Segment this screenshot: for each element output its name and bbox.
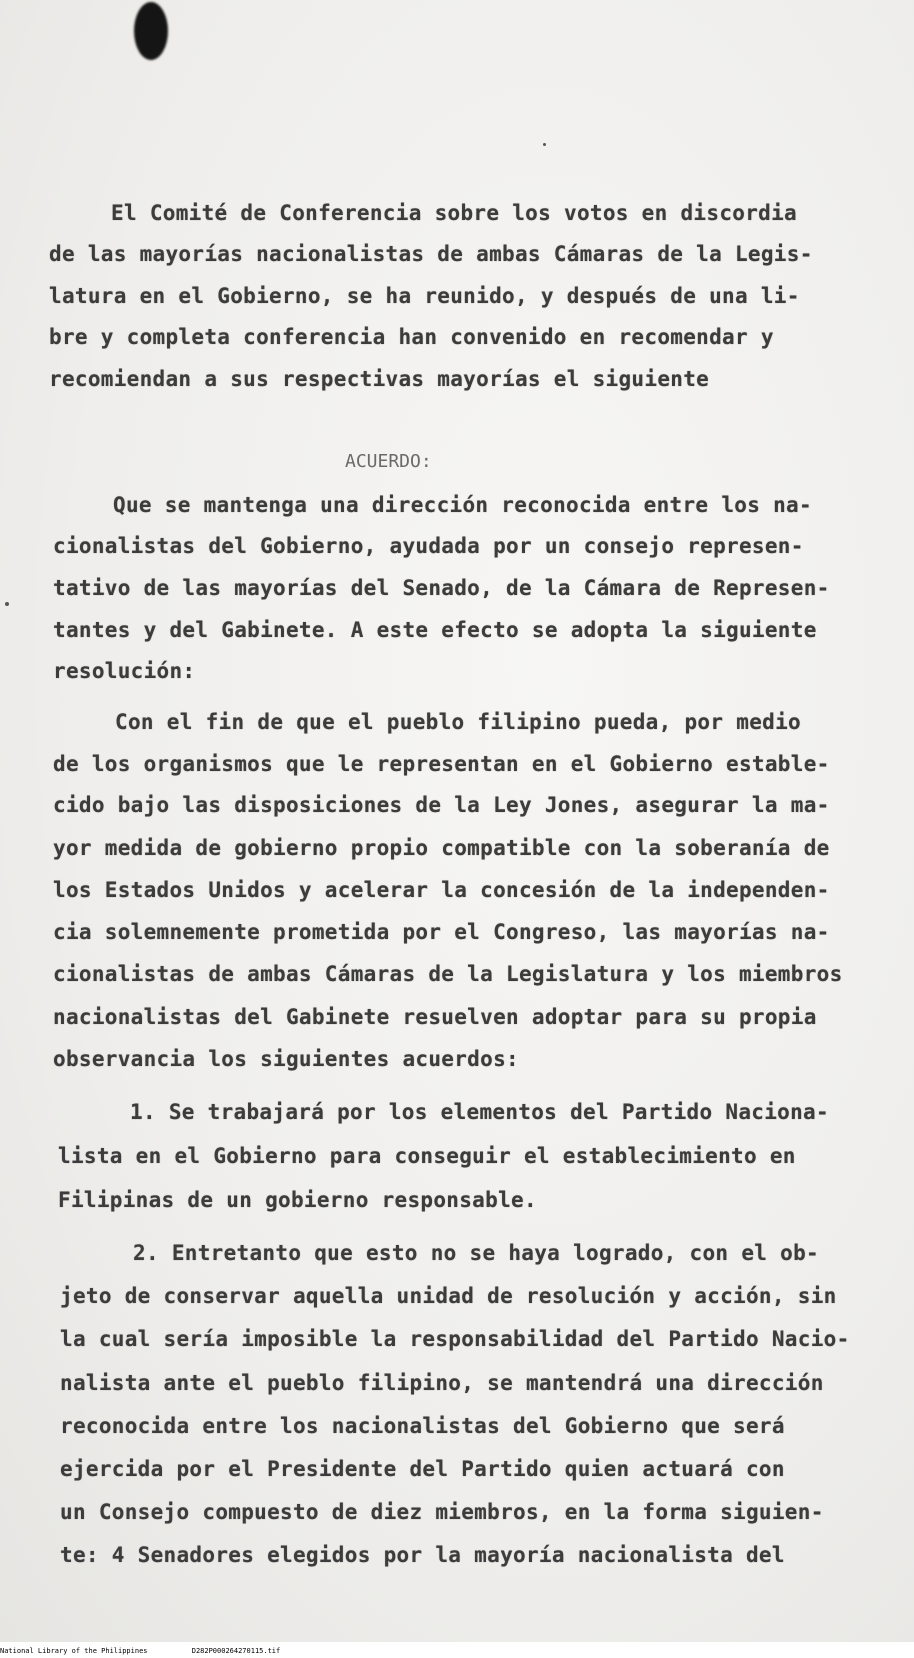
dust-speck (5, 602, 9, 606)
text-line: observancia los siguientes acuerdos: (53, 1047, 519, 1071)
text-line: un Consejo compuesto de diez miembros, en la forma siguien- (60, 1500, 824, 1524)
scan-footer (0, 1645, 914, 1658)
text-line: cia solemnemente prometida por el Congreso, las mayorías na- (53, 920, 830, 944)
text-line: ejercida por el Presidente del Partido quien actuará con (60, 1457, 785, 1481)
text-line: El Comité de Conferencia sobre los votos en discordia (111, 201, 797, 225)
text-line: lista en el Gobierno para conseguir el establecimiento en (58, 1144, 796, 1168)
text-line: 2. Entretanto que esto no se haya logrado, con el ob- (133, 1241, 819, 1265)
text-line: tativo de las mayorías del Senado, de la Cámara de Represen- (53, 576, 830, 600)
text-line: Con el fin de que el pueblo filipino pueda, por medio (115, 710, 801, 734)
text-line: de los organismos que le representan en el Gobierno estable- (53, 752, 830, 776)
text-line: cionalistas del Gobierno, ayudada por un consejo represen- (53, 534, 804, 558)
footer-filename: D282P000264270115.tif (191, 1647, 281, 1655)
text-line: te: 4 Senadores elegidos por la mayoría nacionalista del (60, 1543, 785, 1567)
text-line: resolución: (53, 659, 196, 683)
text-line: la cual sería imposible la responsabilidad del Partido Nacio- (60, 1327, 850, 1351)
text-line: nacionalistas del Gabinete resuelven adoptar para su propia (53, 1005, 817, 1029)
text-line: reconocida entre los nacionalistas del Gobierno que será (60, 1414, 785, 1438)
text-line: Filipinas de un gobierno responsable. (58, 1188, 537, 1212)
section-heading: ACUERDO: (345, 451, 432, 472)
text-line: latura en el Gobierno, se ha reunido, y después de una li- (49, 284, 800, 308)
text-line: jeto de conservar aquella unidad de resolución y acción, sin (60, 1284, 837, 1308)
text-line: yor medida de gobierno propio compatible con la soberanía de (53, 836, 830, 860)
text-line: nalista ante el pueblo filipino, se mantendrá una dirección (60, 1371, 824, 1395)
text-line: cido bajo las disposiciones de la Ley Jones, asegurar la ma- (53, 793, 830, 817)
text-line: cionalistas de ambas Cámaras de la Legislatura y los miembros (53, 962, 843, 986)
text-line: de las mayorías nacionalistas de ambas Cámaras de la Legis- (49, 242, 813, 266)
text-line: bre y completa conferencia han convenido en recomendar y (49, 325, 774, 349)
text-line: Que se mantenga una dirección reconocida entre los na- (113, 493, 812, 517)
text-line: 1. Se trabajará por los elementos del Partido Naciona- (130, 1100, 829, 1124)
footer-source: National Library of the Philippines (0, 1647, 148, 1655)
punch-hole (134, 2, 168, 60)
text-line: los Estados Unidos y acelerar la concesión de la independen- (53, 878, 830, 902)
text-line: recomiendan a sus respectivas mayorías el siguiente (49, 367, 710, 391)
dust-speck (543, 143, 546, 146)
text-line: tantes y del Gabinete. A este efecto se adopta la siguiente (53, 618, 817, 642)
